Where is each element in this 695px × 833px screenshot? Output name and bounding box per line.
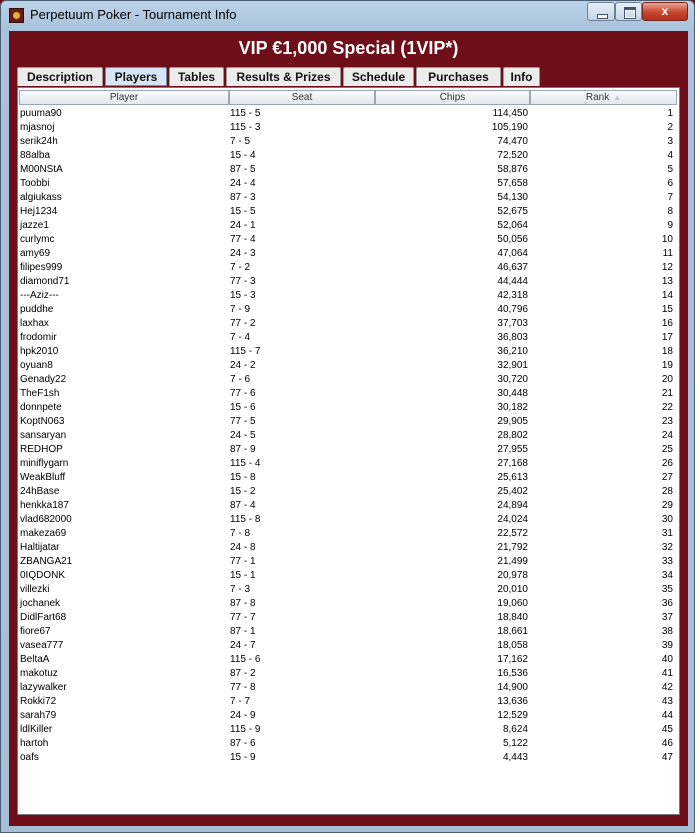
tab-schedule[interactable]: Schedule bbox=[343, 67, 414, 86]
cell-seat: 7 - 4 bbox=[230, 332, 251, 343]
cell-chips: 27,955 bbox=[497, 444, 528, 455]
cell-seat: 15 - 6 bbox=[230, 402, 256, 413]
cell-chips: 30,182 bbox=[497, 402, 528, 413]
cell-seat: 87 - 6 bbox=[230, 738, 256, 749]
cell-chips: 46,637 bbox=[497, 262, 528, 273]
tab-description[interactable]: Description bbox=[17, 67, 103, 86]
tab-players[interactable]: Players bbox=[105, 67, 167, 86]
cell-rank: 14 bbox=[661, 290, 673, 301]
cell-seat: 77 - 7 bbox=[230, 612, 256, 623]
cell-chips: 13,636 bbox=[497, 696, 528, 707]
cell-rank: 21 bbox=[661, 388, 673, 399]
cell-player-name: sarah79 bbox=[20, 710, 57, 721]
cell-player-name: filipes999 bbox=[20, 262, 63, 273]
tab-info[interactable]: Info bbox=[503, 67, 540, 86]
cell-seat: 115 - 4 bbox=[230, 458, 261, 469]
cell-player-name: WeakBluff bbox=[20, 472, 66, 483]
tab-purchases[interactable]: Purchases bbox=[416, 67, 501, 86]
cell-chips: 58,876 bbox=[497, 164, 528, 175]
cell-seat: 115 - 9 bbox=[230, 724, 261, 735]
cell-rank: 10 bbox=[661, 234, 673, 245]
cell-player-name: 88alba bbox=[20, 150, 51, 161]
cell-seat: 87 - 5 bbox=[230, 164, 256, 175]
cell-rank: 18 bbox=[661, 346, 673, 357]
cell-chips: 30,448 bbox=[497, 388, 528, 399]
cell-rank: 41 bbox=[661, 668, 673, 679]
cell-chips: 37,703 bbox=[497, 318, 528, 329]
cell-seat: 115 - 6 bbox=[230, 654, 261, 665]
cell-player-name: KoptN063 bbox=[20, 416, 65, 427]
cell-chips: 24,894 bbox=[497, 500, 528, 511]
cell-player-name: oyuan8 bbox=[20, 360, 53, 371]
cell-rank: 19 bbox=[661, 360, 673, 371]
cell-player-name: vlad682000 bbox=[20, 514, 72, 525]
cell-player-name: REDHOP bbox=[20, 444, 63, 455]
cell-rank: 5 bbox=[667, 164, 673, 175]
close-button[interactable] bbox=[642, 2, 688, 21]
cell-player-name: makeza69 bbox=[20, 528, 67, 539]
cell-chips: 5,122 bbox=[502, 738, 528, 749]
cell-chips: 29,905 bbox=[497, 416, 528, 427]
cell-player-name: mjasnoj bbox=[20, 122, 55, 133]
cell-player-name: BeltaA bbox=[20, 654, 50, 665]
cell-seat: 24 - 8 bbox=[230, 542, 256, 553]
cell-player-name: jochanek bbox=[20, 598, 61, 609]
cell-rank: 47 bbox=[661, 752, 673, 763]
poker-app-icon bbox=[9, 8, 24, 23]
cell-seat: 15 - 9 bbox=[230, 752, 256, 763]
cell-seat: 15 - 8 bbox=[230, 472, 256, 483]
cell-rank: 4 bbox=[667, 150, 673, 161]
cell-rank: 42 bbox=[661, 682, 673, 693]
maximize-icon bbox=[624, 7, 636, 19]
cell-chips: 57,658 bbox=[497, 178, 528, 189]
cell-player-name: laxhax bbox=[20, 318, 49, 329]
cell-player-name: hpk2010 bbox=[20, 346, 59, 357]
cell-rank: 15 bbox=[661, 304, 673, 315]
cell-chips: 72,520 bbox=[497, 150, 528, 161]
cell-chips: 25,402 bbox=[497, 486, 528, 497]
cell-seat: 15 - 1 bbox=[230, 570, 256, 581]
cell-chips: 40,796 bbox=[497, 304, 528, 315]
cell-rank: 45 bbox=[661, 724, 673, 735]
cell-player-name: DidlFart68 bbox=[20, 612, 67, 623]
cell-rank: 16 bbox=[661, 318, 673, 329]
cell-seat: 15 - 2 bbox=[230, 486, 256, 497]
cell-player-name: algiukass bbox=[20, 192, 62, 203]
cell-seat: 24 - 1 bbox=[230, 220, 256, 231]
cell-player-name: oafs bbox=[20, 752, 39, 763]
cell-seat: 7 - 2 bbox=[230, 262, 251, 273]
tab-results-prizes[interactable]: Results & Prizes bbox=[226, 67, 341, 86]
cell-rank: 39 bbox=[661, 640, 673, 651]
cell-seat: 15 - 4 bbox=[230, 150, 256, 161]
cell-seat: 7 - 7 bbox=[230, 696, 251, 707]
title-bar[interactable] bbox=[1, 1, 694, 29]
cell-seat: 24 - 4 bbox=[230, 178, 256, 189]
cell-rank: 34 bbox=[661, 570, 673, 581]
cell-seat: 24 - 5 bbox=[230, 430, 256, 441]
cell-chips: 27,168 bbox=[497, 458, 528, 469]
cell-rank: 36 bbox=[661, 598, 673, 609]
cell-rank: 43 bbox=[661, 696, 673, 707]
cell-rank: 1 bbox=[667, 108, 673, 119]
cell-chips: 44,444 bbox=[497, 276, 528, 287]
column-header-chips[interactable]: Chips bbox=[375, 90, 530, 105]
cell-chips: 32,901 bbox=[497, 360, 528, 371]
cell-seat: 24 - 3 bbox=[230, 248, 256, 259]
cell-player-name: puddhe bbox=[20, 304, 54, 315]
cell-seat: 115 - 7 bbox=[230, 346, 261, 357]
cell-chips: 25,613 bbox=[497, 472, 528, 483]
cell-player-name: frodomir bbox=[20, 332, 57, 343]
cell-rank: 29 bbox=[661, 500, 673, 511]
cell-player-name: Hej1234 bbox=[20, 206, 58, 217]
cell-rank: 8 bbox=[667, 206, 673, 217]
cell-chips: 47,064 bbox=[497, 248, 528, 259]
cell-player-name: donnpete bbox=[20, 402, 62, 413]
cell-seat: 7 - 6 bbox=[230, 374, 251, 385]
cell-rank: 9 bbox=[667, 220, 673, 231]
cell-seat: 115 - 8 bbox=[230, 514, 261, 525]
tournament-title: VIP €1,000 Special (1VIP*) bbox=[238, 38, 459, 58]
cell-player-name: TheF1sh bbox=[20, 388, 60, 399]
cell-rank: 31 bbox=[661, 528, 673, 539]
cell-seat: 77 - 8 bbox=[230, 682, 256, 693]
cell-rank: 25 bbox=[661, 444, 673, 455]
cell-seat: 24 - 9 bbox=[230, 710, 256, 721]
cell-chips: 42,318 bbox=[497, 290, 528, 301]
cell-seat: 77 - 2 bbox=[230, 318, 256, 329]
cell-rank: 44 bbox=[661, 710, 673, 721]
cell-chips: 12,529 bbox=[497, 710, 528, 721]
cell-seat: 87 - 1 bbox=[230, 626, 256, 637]
cell-seat: 77 - 3 bbox=[230, 276, 256, 287]
cell-seat: 7 - 9 bbox=[230, 304, 251, 315]
cell-seat: 15 - 3 bbox=[230, 290, 256, 301]
minimize-icon bbox=[597, 14, 608, 19]
cell-player-name: lazywalker bbox=[20, 682, 67, 693]
cell-seat: 115 - 5 bbox=[230, 108, 261, 119]
cell-rank: 12 bbox=[661, 262, 673, 273]
cell-rank: 20 bbox=[661, 374, 673, 385]
close-icon: x bbox=[661, 4, 669, 18]
cell-rank: 33 bbox=[661, 556, 673, 567]
cell-seat: 77 - 1 bbox=[230, 556, 256, 567]
players-panel bbox=[17, 87, 680, 815]
cell-seat: 7 - 5 bbox=[230, 136, 251, 147]
cell-seat: 7 - 3 bbox=[230, 584, 251, 595]
cell-chips: 24,024 bbox=[497, 514, 528, 525]
cell-player-name: curlymc bbox=[20, 234, 55, 245]
cell-player-name: ---Aziz--- bbox=[20, 290, 59, 301]
cell-chips: 52,675 bbox=[497, 206, 528, 217]
cell-seat: 115 - 3 bbox=[230, 122, 261, 133]
cell-chips: 36,210 bbox=[497, 346, 528, 357]
cell-player-name: M00NStA bbox=[20, 164, 63, 175]
cell-rank: 2 bbox=[667, 122, 673, 133]
cell-rank: 32 bbox=[661, 542, 673, 553]
cell-chips: 20,010 bbox=[497, 584, 528, 595]
cell-chips: 30,720 bbox=[497, 374, 528, 385]
cell-chips: 114,450 bbox=[492, 108, 528, 119]
cell-chips: 28,802 bbox=[497, 430, 528, 441]
cell-player-name: hartoh bbox=[20, 738, 49, 749]
cell-chips: 20,978 bbox=[497, 570, 528, 581]
cell-rank: 17 bbox=[661, 332, 673, 343]
maximize-button[interactable] bbox=[615, 2, 642, 21]
cell-rank: 27 bbox=[661, 472, 673, 483]
cell-rank: 38 bbox=[661, 626, 673, 637]
cell-chips: 52,064 bbox=[497, 220, 528, 231]
cell-player-name: vasea777 bbox=[20, 640, 64, 651]
cell-chips: 74,470 bbox=[497, 136, 528, 147]
cell-chips: 22,572 bbox=[497, 528, 528, 539]
cell-player-name: jazze1 bbox=[20, 220, 49, 231]
cell-player-name: ZBANGA21 bbox=[20, 556, 73, 567]
cell-rank: 26 bbox=[661, 458, 673, 469]
cell-chips: 17,162 bbox=[497, 654, 528, 665]
sort-ascending-icon: ▲ bbox=[613, 93, 622, 102]
cell-player-name: villezki bbox=[20, 584, 50, 595]
cell-rank: 35 bbox=[661, 584, 673, 595]
cell-rank: 46 bbox=[661, 738, 673, 749]
cell-rank: 24 bbox=[661, 430, 673, 441]
cell-rank: 22 bbox=[661, 402, 673, 413]
cell-chips: 54,130 bbox=[497, 192, 528, 203]
cell-chips: 4,443 bbox=[502, 752, 528, 763]
cell-chips: 16,536 bbox=[497, 668, 528, 679]
cell-player-name: makotuz bbox=[20, 668, 58, 679]
cell-seat: 87 - 9 bbox=[230, 444, 256, 455]
cell-rank: 11 bbox=[662, 248, 673, 259]
cell-chips: 21,792 bbox=[497, 542, 528, 553]
cell-player-name: puuma90 bbox=[20, 108, 62, 119]
tab-tables[interactable]: Tables bbox=[169, 67, 224, 86]
cell-player-name: 24hBase bbox=[20, 486, 60, 497]
cell-chips: 18,840 bbox=[497, 612, 528, 623]
cell-player-name: serik24h bbox=[20, 136, 58, 147]
cell-player-name: diamond71 bbox=[20, 276, 70, 287]
cell-rank: 30 bbox=[661, 514, 673, 525]
cell-seat: 24 - 7 bbox=[230, 640, 256, 651]
cell-seat: 24 - 2 bbox=[230, 360, 256, 371]
cell-rank: 37 bbox=[661, 612, 673, 623]
cell-rank: 28 bbox=[661, 486, 673, 497]
minimize-button[interactable] bbox=[587, 2, 615, 21]
cell-chips: 14,900 bbox=[497, 682, 528, 693]
cell-rank: 7 bbox=[667, 192, 673, 203]
cell-rank: 23 bbox=[661, 416, 673, 427]
cell-chips: 19,060 bbox=[497, 598, 528, 609]
cell-chips: 8,624 bbox=[502, 724, 528, 735]
client-area bbox=[9, 31, 688, 826]
cell-player-name: Haltijatar bbox=[20, 542, 60, 553]
cell-player-name: Genady22 bbox=[20, 374, 67, 385]
cell-seat: 77 - 5 bbox=[230, 416, 256, 427]
cell-chips: 50,056 bbox=[497, 234, 528, 245]
cell-rank: 3 bbox=[667, 136, 673, 147]
cell-player-name: fiore67 bbox=[20, 626, 51, 637]
cell-seat: 87 - 3 bbox=[230, 192, 256, 203]
cell-rank: 13 bbox=[661, 276, 673, 287]
cell-rank: 6 bbox=[667, 178, 673, 189]
cell-chips: 18,058 bbox=[497, 640, 528, 651]
cell-player-name: ldlKiller bbox=[20, 724, 53, 735]
column-header-player[interactable]: Player bbox=[19, 90, 229, 105]
cell-player-name: henkka187 bbox=[20, 500, 69, 511]
cell-seat: 87 - 8 bbox=[230, 598, 256, 609]
cell-chips: 105,190 bbox=[491, 122, 528, 133]
cell-player-name: Rokki72 bbox=[20, 696, 57, 707]
cell-player-name: miniflygarn bbox=[20, 458, 69, 469]
cell-rank: 40 bbox=[661, 654, 673, 665]
window-title: Perpetuum Poker - Tournament Info bbox=[30, 7, 237, 22]
cell-seat: 77 - 6 bbox=[230, 388, 256, 399]
cell-seat: 77 - 4 bbox=[230, 234, 256, 245]
cell-player-name: 0IQDONK bbox=[20, 570, 66, 581]
cell-player-name: sansaryan bbox=[20, 430, 67, 441]
cell-seat: 15 - 5 bbox=[230, 206, 256, 217]
column-header-rank[interactable]: Rank ▲ bbox=[530, 90, 677, 105]
cell-player-name: Toobbi bbox=[20, 178, 50, 189]
cell-seat: 7 - 8 bbox=[230, 528, 251, 539]
cell-seat: 87 - 4 bbox=[230, 500, 256, 511]
cell-chips: 36,803 bbox=[497, 332, 528, 343]
cell-chips: 21,499 bbox=[497, 556, 528, 567]
column-header-seat[interactable]: Seat bbox=[229, 90, 375, 105]
cell-player-name: amy69 bbox=[20, 248, 51, 259]
cell-chips: 18,661 bbox=[497, 626, 528, 637]
cell-seat: 87 - 2 bbox=[230, 668, 256, 679]
